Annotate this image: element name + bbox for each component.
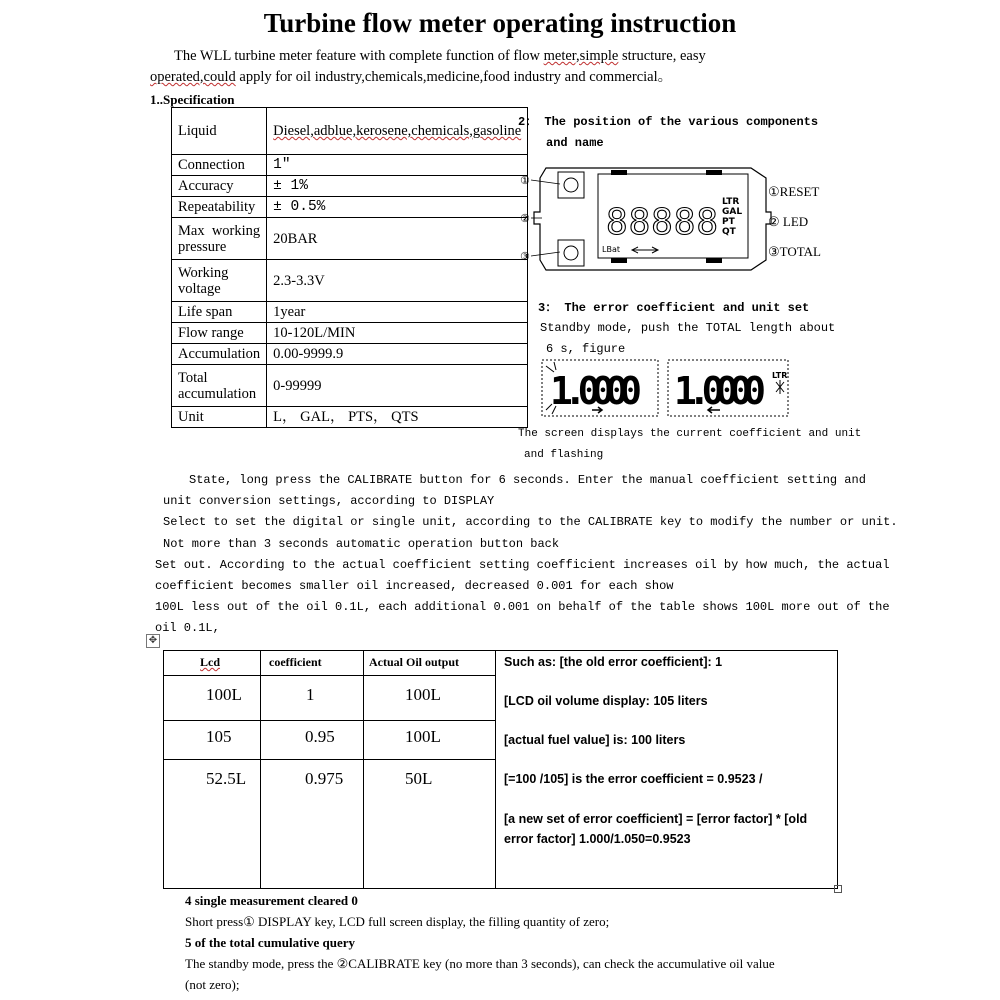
unit-pt: PT [722,217,735,227]
table-cell: 100L [405,727,441,746]
unit-qt: QT [722,227,736,237]
spec-key: Max working pressure [172,218,267,260]
example-note: [=100 /105] is the error coefficient = 0.9523 / [504,772,763,786]
calibration-table [163,650,838,889]
section-5-body: (not zero); [185,977,240,992]
intro-text-wavy: operated,could [150,69,236,85]
table-cell: 50L [405,769,433,788]
table-row [172,108,528,155]
callout-1: ① [520,174,530,187]
error-set-heading: 3： The error coefficient and unit set [538,301,810,315]
components-heading-line: and name [546,136,604,150]
meter-panel-diagram [516,160,832,278]
table-move-handle-icon[interactable]: ✥ [146,634,160,648]
spec-value: 1" [267,155,528,176]
instruction-line: Select to set the digital or single unit, according to the CALIBRATE key to modify the number or unit. [163,515,898,530]
table-header: Actual Oil output [369,655,460,669]
table-row [172,197,528,218]
error-set-line: Standby mode, push the TOTAL length about [540,321,836,335]
arrow-right-icon [644,247,658,253]
instruction-line: Not more than 3 seconds automatic operation button back [163,536,560,551]
callout-2: ② [520,212,530,225]
instruction-line: coefficient becomes smaller oil increased, decreased 0.001 for each show [155,579,674,594]
lcd-coefficient-1: 1.0000 [550,369,642,413]
section-4-body: Short press① DISPLAY key, LCD full screen display, the filling quantity of zero; [185,914,610,929]
table-cell: 0.95 [305,727,335,746]
table-row [172,323,528,344]
lcd-caption-line: and flashing [524,449,604,461]
lcd-caption [518,424,861,466]
example-note: [a new set of error coefficient] = [error factor] * [old error factor] 1.000/1.050=0.9523 [504,812,808,846]
table-row [172,260,528,302]
callout-3: ③ [520,250,530,263]
lcd-coefficient-2: 1.0000 [674,369,766,413]
components-heading-line: 2： The position of the various components [518,115,819,129]
section-5-title: 5 of the total cumulative query [185,935,356,950]
table-cell: 105 [206,727,232,746]
table-row [172,344,528,365]
spec-table [171,107,528,428]
lbat-label: LBat [602,245,620,254]
coefficient-lcd-figures [540,358,802,420]
label-reset: ①RESET [768,184,820,199]
flash-marks-icon [776,380,784,394]
intro-text: apply for oil industry,chemicals,medicine,food industry and commercial。 [235,69,673,85]
spec-key: Unit [172,407,267,428]
spec-value: 2.3-3.3V [267,260,528,302]
table-row [172,365,528,407]
table-row [172,155,528,176]
spec-key: Working voltage [172,260,267,302]
unit-ltr: LTR [722,197,740,207]
intro-text: The WLL turbine meter feature with complete function of flow [174,48,544,64]
unit-gal: GAL [722,207,743,217]
spec-value: ± 0.5% [267,197,528,218]
error-set-text [540,318,835,360]
total-button-graphic [558,240,584,266]
components-heading [518,112,818,154]
instruction-line: State, long press the CALIBRATE button for 6 seconds. Enter the manual coefficient setting and [189,473,866,487]
spec-value: 20BAR [267,218,528,260]
error-set-line: 6 s, figure [546,342,626,356]
example-note: [actual fuel value] is: 100 liters [504,733,686,747]
instruction-line: Set out. According to the actual coefficient setting coefficient increases oil by how much, the actual [155,557,890,572]
unit-ltr: LTR [772,371,788,380]
spec-value: Diesel,adblue,kerosene,chemicals,gasoline [267,108,528,155]
table-cell: 1 [306,685,315,704]
spec-key: Accuracy [172,176,267,197]
spec-key: Life span [172,302,267,323]
spec-key: Accumulation [172,344,267,365]
table-row [172,302,528,323]
spec-heading: 1..Specification [150,92,235,107]
intro-paragraph [150,46,845,88]
table-header: Lcd [200,655,221,669]
page-title: Turbine flow meter operating instruction [263,8,737,38]
instruction-line: 100L less out of the oil 0.1L, each additional 0.001 on behalf of the table shows 100L more out of the [155,600,890,615]
reset-button-graphic [558,172,584,198]
instruction-line: oil 0.1L, [155,621,220,636]
spec-value: L， GAL， PTS， QTS [267,407,528,428]
instruction-line: unit conversion settings, according to DISPLAY [163,494,495,509]
example-note: Such as: [the old error coefficient]: 1 [504,655,723,669]
label-total: ③TOTAL [768,244,821,259]
table-cell: 100L [405,685,441,704]
table-row [172,176,528,197]
spec-key: Total accumulation [172,365,267,407]
table-cell: 52.5L [206,769,247,788]
section-5-body: The standby mode, press the ②CALIBRATE key (no more than 3 seconds), can check the accumulative oil value [185,956,775,971]
spec-key: Repeatability [172,197,267,218]
spec-value: 0-99999 [267,365,528,407]
example-note: [LCD oil volume display: 105 liters [504,694,708,708]
table-cell: 100L [206,685,242,704]
spec-value: 1year [267,302,528,323]
spec-value: 0.00-9999.9 [267,344,528,365]
lcd-digits: 88888 [606,202,718,243]
spec-key: Flow range [172,323,267,344]
lcd-caption-line: The screen displays the current coefficient and unit [518,428,862,440]
arrow-left-icon [632,247,646,253]
instruction-paragraph [155,470,898,640]
table-cell: 0.975 [305,769,344,788]
section-4-title: 4 single measurement cleared 0 [185,893,358,908]
spec-value: 10-120L/MIN [267,323,528,344]
table-header: coefficient [269,655,322,669]
intro-text: structure, easy [618,48,706,64]
table-row [172,218,528,260]
spec-key: Connection [172,155,267,176]
label-led: ② LED [768,214,809,229]
intro-text-wavy: meter,simple [543,48,619,64]
section-4 [185,890,865,995]
spec-key: Liquid [172,108,267,155]
table-row [172,407,528,428]
spec-value: ± 1% [267,176,528,197]
